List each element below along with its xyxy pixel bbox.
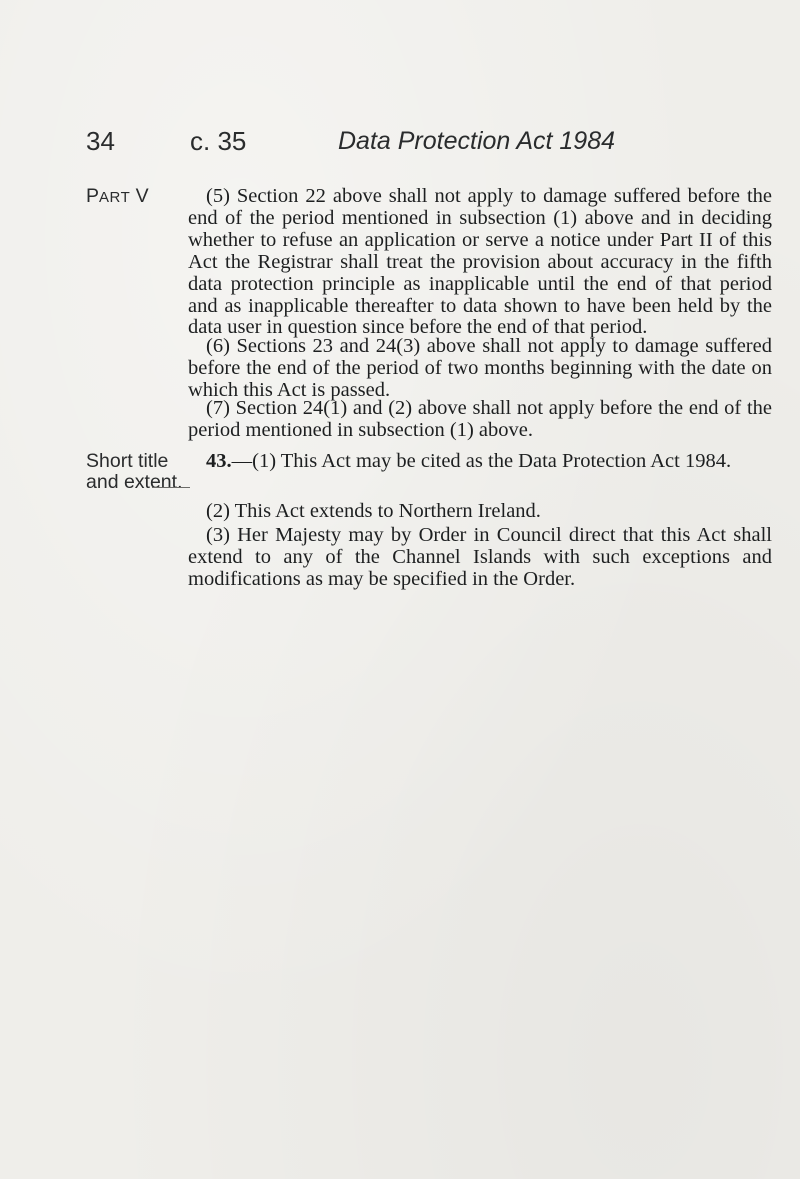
margin-note-line-2: and extent. [86,471,183,493]
running-header [0,126,800,166]
subsection-7: (7) Section 24(1) and (2) above shall not apply before the end of the period mentioned in subsection (1) above. [188,397,772,441]
section-number: 43. [206,450,232,472]
section-43-subsection-2: (2) This Act extends to Northern Ireland. [206,500,541,522]
act-title: Data Protection Act 1984 [338,127,616,155]
margin-note-leader-line [152,487,190,488]
section-43-text: —(1) This Act may be cited as the Data Protection Act 1984. [231,450,732,472]
subsection-6: (6) Sections 23 and 24(3) above shall not apply to damage suffered before the end of the period of two months beginning with the date on which this Act is passed. [188,335,772,401]
subsection-5: (5) Section 22 above shall not apply to damage suffered before the end of the period mentioned in subsection (1) above and in deciding whether to refuse an application or serve a notice under Part II of this Act the Registrar shall treat the provision about accuracy in the fifth data protection principle as inapplicable until the end of that period and as inapplicable thereafter to data shown to have been held by the data user in question since before the end of that period. [188,185,772,339]
chapter-reference: c. 35 [190,126,247,156]
part-label [86,186,186,208]
show-through-texture [180,595,780,1065]
part-label-initial: P [86,185,100,207]
page-number: 34 [86,126,115,156]
section-43-subsection-1 [188,451,772,473]
part-label-numeral: V [135,185,149,207]
section-43-subsection-3: (3) Her Majesty may by Order in Council direct that this Act shall extend to any of the Channel Islands with such exceptions and modifications as may be specified in the Order. [188,524,772,590]
part-label-smallcaps: ART [99,189,131,206]
margin-note-line-1: Short title [86,450,169,472]
